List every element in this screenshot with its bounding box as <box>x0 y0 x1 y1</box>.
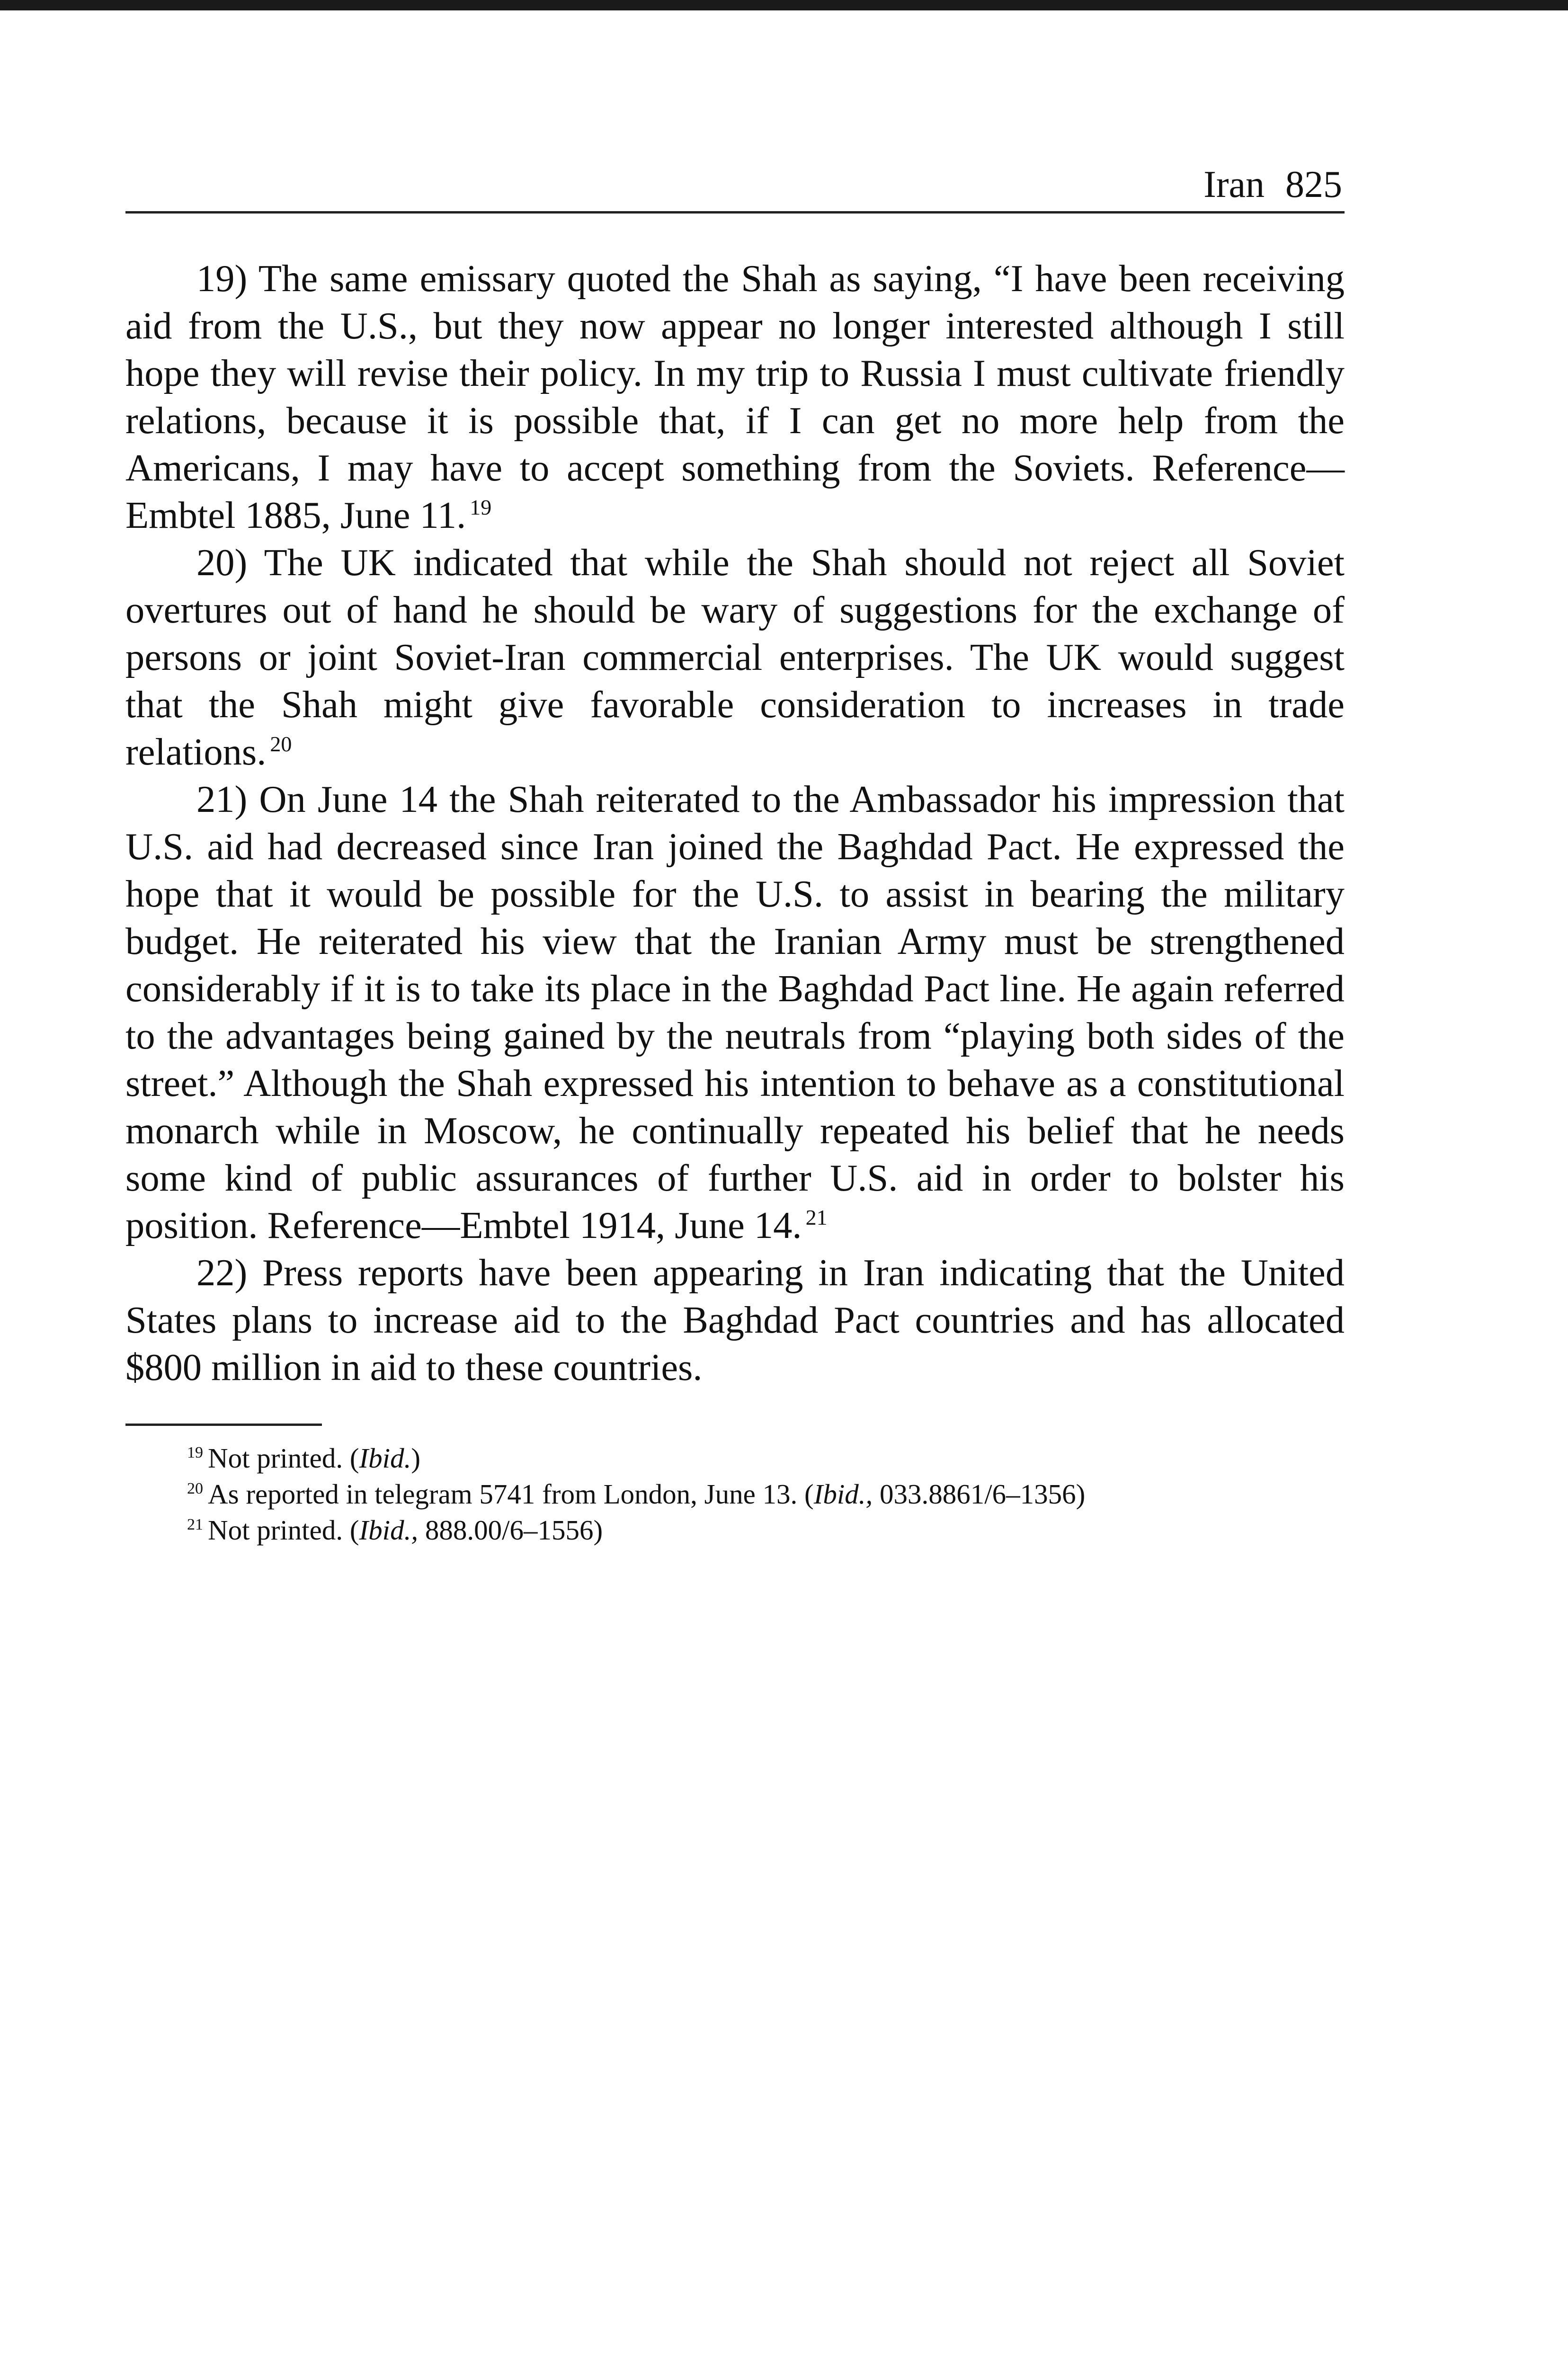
paragraph-21 <box>125 776 1345 1249</box>
footnote-italic: Ibid. <box>359 1442 411 1474</box>
paragraph-text: 20) The UK indicated that while the Shah should not reject all Soviet overtures out of hand he should be wary of suggestions for the exchange of persons or joint Soviet-Iran commercial enterprises. The UK would suggest that the Shah might give favorable consideration to increases in trade relations. <box>125 542 1345 773</box>
footnote-ref-21: 21 <box>805 1205 828 1230</box>
footnote-ref-20: 20 <box>270 732 292 756</box>
paragraph-text: 19) The same emissary quoted the Shah as saying, “I have been receiving aid from the U.S., but they now appear no longer interested although I still hope they will revise their policy. In my trip to Russia I must cultivate friendly relations, because it is possible that, if I can get no more help from the Americans, I may have to accept something from the Soviets. Reference—Embtel 1885, June 11. <box>125 258 1345 536</box>
paragraph-text: 21) On June 14 the Shah reiterated to the Ambassador his impression that U.S. aid had decreased since Iran joined the Baghdad Pact. He expressed the hope that it would be possible for the U.S. to assist in bearing the military budget. He reiterated his view that the Iranian Army must be strengthened considerably if it is to take its place in the Baghdad Pact line. He again referred to the advantages being gained by the neutrals from “playing both sides of the street.” Although the Shah expressed his intention to behave as a constitutional monarch while in Moscow, he continually repeated his belief that he needs some kind of public assurances of further U.S. aid in order to bolster his position. Reference—Embtel 1914, June 14. <box>125 778 1345 1246</box>
footnotes <box>125 1440 1345 1548</box>
footnote-text-end: 033.8861/6–1356) <box>873 1478 1086 1510</box>
footnote-mark: 21 <box>187 1516 203 1534</box>
footnote-italic: Ibid., <box>813 1478 873 1510</box>
footnote-mark: 20 <box>187 1480 203 1498</box>
paragraph-20 <box>125 539 1345 776</box>
header-rule <box>125 211 1345 214</box>
footnote-20 <box>125 1476 1345 1512</box>
page-number: 825 <box>1285 164 1342 205</box>
footnote-mark: 19 <box>187 1444 203 1462</box>
paragraph-text: 22) Press reports have been appearing in Iran indicating that the United States plans to increase aid to the Baghdad Pact countries and has allocated $800 million in aid to these countries. <box>125 1252 1345 1388</box>
footnote-text: Not printed. ( <box>208 1514 359 1546</box>
body-text <box>125 255 1345 1391</box>
scan-top-edge <box>0 0 1568 10</box>
running-head <box>125 161 1345 208</box>
footnote-rule <box>125 1424 322 1426</box>
paragraph-22 <box>125 1249 1345 1391</box>
footnote-text-end: ) <box>411 1442 420 1474</box>
footnote-italic: Ibid., <box>359 1514 419 1546</box>
footnote-ref-19: 19 <box>470 495 492 520</box>
footnote-19 <box>125 1440 1345 1476</box>
footnote-text: As reported in telegram 5741 from London, June 13. ( <box>208 1478 814 1510</box>
footnote-text: Not printed. ( <box>208 1442 359 1474</box>
footnote-21 <box>125 1512 1345 1548</box>
running-head-title: Iran <box>1203 164 1265 205</box>
footnote-text-end: 888.00/6–1556) <box>418 1514 603 1546</box>
document-page <box>125 161 1345 1548</box>
paragraph-19 <box>125 255 1345 539</box>
